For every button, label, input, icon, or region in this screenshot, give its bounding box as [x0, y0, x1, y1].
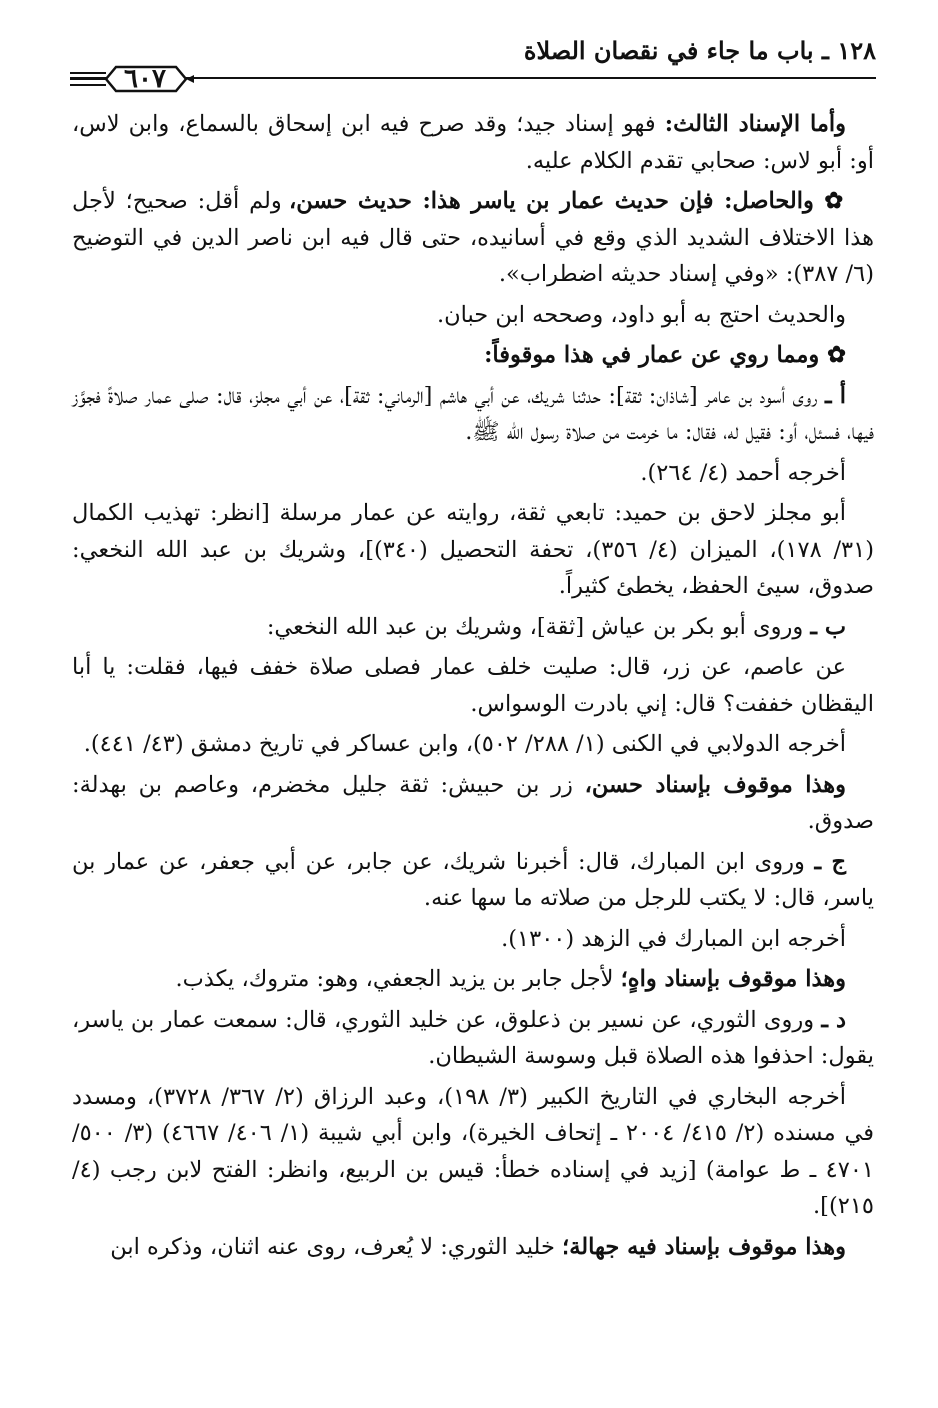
- text-run: وروى أبو بكر بن عياش [ثقة]، وشريك بن عبد الله النخعي:: [266, 613, 811, 640]
- text-run: زر بن حبيش: ثقة جليل مخضرم، وعاصم بن بهدلة: صدوق.: [72, 771, 874, 834]
- page-number-ornament: [70, 59, 220, 99]
- text-run: ولم أقل: صحيح؛ لأجل هذا الاختلاف الشديد الذي وقع في أسانيده، حتى قال فيه ابن ناصر الدين في التوضيح (٦/ ٣٨٧): «وفي إسناد حديثه اضطراب».: [72, 188, 874, 287]
- text-run: فهو إسناد جيد؛ وقد صرح فيه ابن إسحاق بالسماع، وابن لاس، أو: أبو لاس: صحابي تقدم الكلام عليه.: [72, 111, 874, 174]
- paragraph: [72, 297, 874, 334]
- running-title: ١٢٨ ـ باب ما جاء في نقصان الصلاة: [523, 36, 876, 65]
- paragraph: [72, 961, 874, 998]
- text-run: وروى الثوري، عن نسير بن ذعلوق، عن خليد الثوري، قال: سمعت عمار بن ياسر، يقول: احذفوا هذه الصلاة قبل وسوسة الشيطان.: [72, 1006, 874, 1069]
- bold-text-run: وهذا موقوف بإسناد حسن،: [584, 771, 846, 798]
- text-run: لأجل جابر بن يزيد الجعفي، وهو: متروك، يكذب.: [175, 966, 621, 992]
- paragraph: [72, 106, 874, 179]
- bold-text-run: ج ـ: [814, 848, 846, 875]
- paragraph: [72, 921, 874, 958]
- text-run: وروى ابن المبارك، قال: أخبرنا شريك، عن جابر، عن أبي جعفر، عن عمار بن ياسر، قال: لا يكتب للرجل من صلاته ما سها عنه.: [72, 848, 874, 911]
- bold-text-run: أ ـ: [825, 382, 846, 409]
- paragraph: [72, 337, 874, 374]
- paragraph: [72, 767, 874, 840]
- paragraph: [72, 609, 874, 646]
- paragraph: [72, 495, 874, 605]
- paragraph: [72, 183, 874, 293]
- text-run: أخرجه البخاري في التاريخ الكبير (٣/ ١٩٨)، وعبد الرزاق (٢/ ٣٦٧/ ٣٧٢٨)، ومسدد في مسنده (٢/ ٤١٥/ ٢٠٠٤ ـ إتحاف الخيرة)، وابن أبي شيبة (١/ ٤٠٦/ ٤٦٦٧) (٣/ ٥٠٠/ ٤٧٠١ ـ ط عوامة) [زيد في إسناده خطأ: قيس بن الربيع، وانظر: الفتح لابن رجب (٤/ ٢١٥)].: [72, 1083, 874, 1219]
- page-header: [70, 30, 876, 100]
- paragraph: [72, 844, 874, 917]
- paragraph: [72, 455, 874, 492]
- text-run: أبو مجلز لاحق بن حميد: تابعي ثقة، روايته عن عمار مرسلة [انظر: تهذيب الكمال (٣١/ ١٧٨)، الميزان (٤/ ٣٥٦)، تحفة التحصيل (٣٤٠)]، وشريك بن عبد الله النخعي: صدوق، سيئ الحفظ، يخطئ كثيراً.: [72, 500, 874, 599]
- text-run: والحديث احتج به أبو داود، وصححه ابن حبان.: [436, 301, 846, 328]
- bold-text-run: وهذا موقوف بإسناد واهٍ؛: [620, 966, 846, 992]
- text-run: أخرجه ابن المبارك في الزهد (١٣٠٠).: [501, 925, 846, 952]
- paragraph: [72, 1229, 874, 1266]
- bold-text-run: د ـ: [821, 1006, 846, 1033]
- bold-text-run: ب ـ: [810, 613, 846, 640]
- paragraph: [72, 378, 874, 451]
- text-run: أخرجه الدولابي في الكنى (١/ ٢٨٨/ ٥٠٢)، وابن عساكر في تاريخ دمشق (٤٣/ ٤٤١).: [83, 731, 846, 757]
- text-run: خليد الثوري: لا يُعرف، روى عنه اثنان، وذكره ابن: [110, 1233, 563, 1260]
- paragraph: [72, 726, 874, 763]
- bold-text-run: وأما الإسناد الثالث:: [664, 111, 846, 137]
- paragraph: [72, 1002, 874, 1075]
- paragraph: [72, 1079, 874, 1225]
- bold-text-run: وهذا موقوف بإسناد فيه جهالة؛: [562, 1233, 846, 1260]
- page-body: [72, 106, 874, 1269]
- bold-text-run: ✿ ومما روي عن عمار في هذا موقوفاً:: [484, 342, 846, 368]
- text-run: عن عاصم، عن زر، قال: صليت خلف عمار فصلى صلاة خفف فيها، فقلت: يا أبا اليقظان خففت؟ قال: إني بادرت الوسواس.: [72, 654, 874, 717]
- text-run: روى أسود بن عامر [شاذان: ثقة]: حدثنا شريك، عن أبي هاشم [الرماني: ثقة]، عن أبي مجلز، قال: صلى عمار صلاةً فجوَّز فيها، فسئل، أو: فقيل له، فقال: ما خرمت من صلاة رسول الله ﷺ.: [72, 382, 874, 445]
- bold-text-run: ✿ والحاصل: فإن حديث عمار بن ياسر هذا: حديث حسن،: [288, 188, 846, 214]
- paragraph: [72, 649, 874, 722]
- page-number: ٦٠٧: [124, 64, 166, 94]
- text-run: أخرجه أحمد (٤/ ٢٦٤).: [640, 459, 846, 486]
